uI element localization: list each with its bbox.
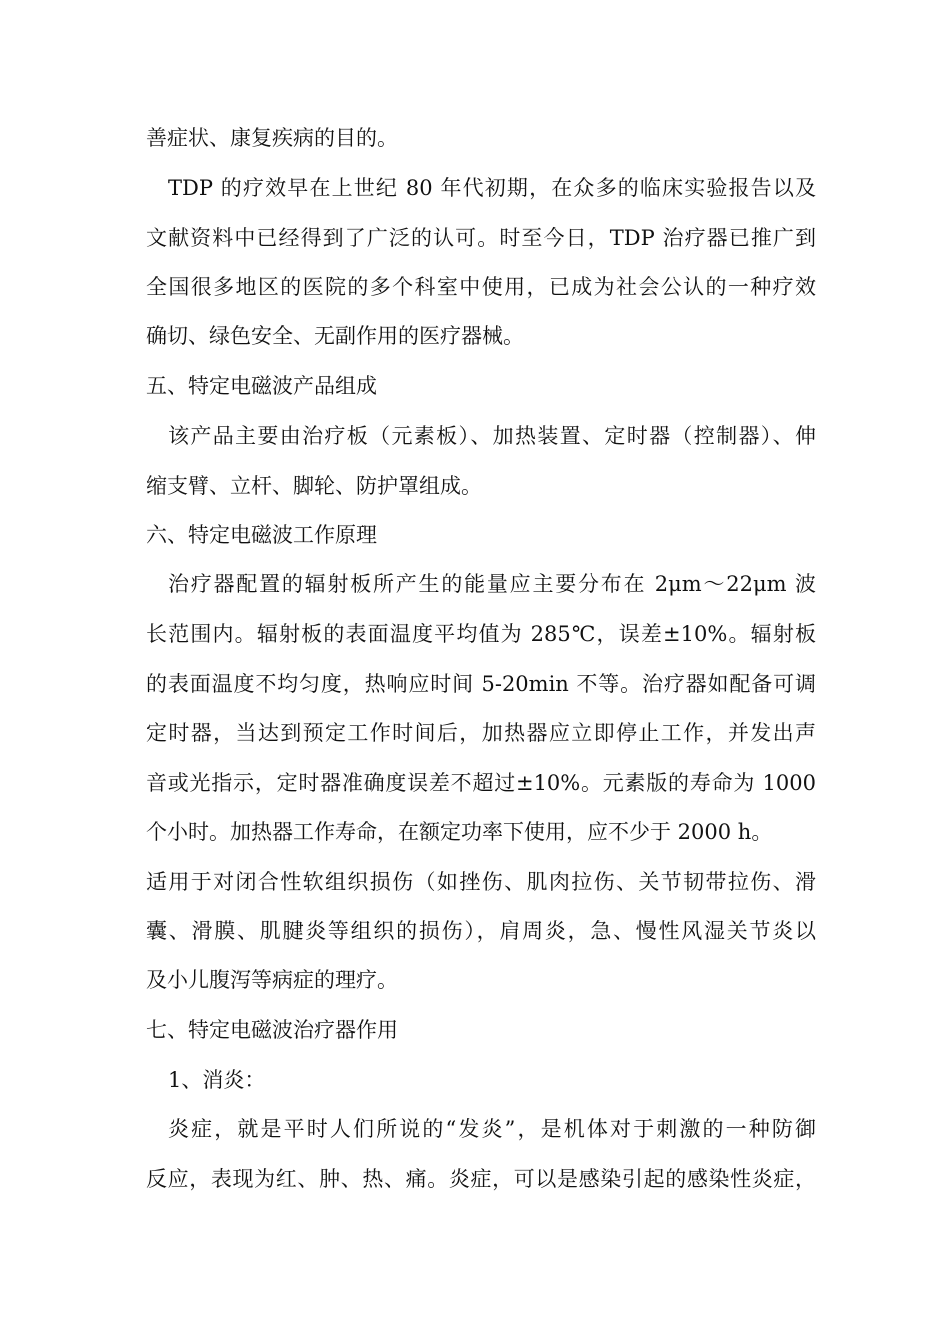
paragraph-line: 反应，表现为红、肿、热、痛。炎症，可以是感染引起的感染性炎症， xyxy=(146,1167,816,1191)
paragraph-line: 确切、绿色安全、无副作用的医疗器械。 xyxy=(146,324,524,348)
paragraph-line: TDP 的疗效早在上世纪 80 年代初期，在众多的临床实验报告以及 xyxy=(168,176,816,200)
paragraph-line: 囊、滑膜、肌腱炎等组织的损伤），肩周炎，急、慢性风湿关节炎以 xyxy=(146,919,816,943)
paragraph-line: 及小儿腹泻等病症的理疗。 xyxy=(146,968,398,992)
paragraph-line: 个小时。加热器工作寿命，在额定功率下使用，应不少于 2000 h。 xyxy=(146,820,773,844)
paragraph-line: 文献资料中已经得到了广泛的认可。时至今日，TDP 治疗器已推广到 xyxy=(146,226,816,250)
paragraph-line: 善症状、康复疾病的目的。 xyxy=(146,126,398,150)
paragraph-line: 音或光指示，定时器准确度误差不超过±10%。元素版的寿命为 1000 xyxy=(146,771,816,795)
subsection-heading: 1、消炎： xyxy=(168,1068,266,1092)
paragraph-line: 治疗器配置的辐射板所产生的能量应主要分布在 2μm～22μm 波 xyxy=(168,572,816,596)
paragraph-line: 缩支臂、立杆、脚轮、防护罩组成。 xyxy=(146,474,482,498)
paragraph-line: 炎症，就是平时人们所说的“发炎”，是机体对于刺激的一种防御 xyxy=(168,1117,816,1141)
paragraph-line: 该产品主要由治疗板（元素板）、加热装置、定时器（控制器）、伸 xyxy=(168,424,816,448)
paragraph-line: 长范围内。辐射板的表面温度平均值为 285℃，误差±10%。辐射板 xyxy=(146,622,816,646)
section-heading: 五、特定电磁波产品组成 xyxy=(146,374,377,398)
paragraph-line: 的表面温度不均匀度，热响应时间 5-20min 不等。治疗器如配备可调 xyxy=(146,672,816,696)
section-heading: 七、特定电磁波治疗器作用 xyxy=(146,1018,398,1042)
paragraph-line: 全国很多地区的医院的多个科室中使用，已成为社会公认的一种疗效 xyxy=(146,275,816,299)
paragraph-line: 定时器，当达到预定工作时间后，加热器应立即停止工作，并发出声 xyxy=(146,721,816,745)
paragraph-line: 适用于对闭合性软组织损伤（如挫伤、肌肉拉伤、关节韧带拉伤、滑 xyxy=(146,870,816,894)
section-heading: 六、特定电磁波工作原理 xyxy=(146,523,377,547)
